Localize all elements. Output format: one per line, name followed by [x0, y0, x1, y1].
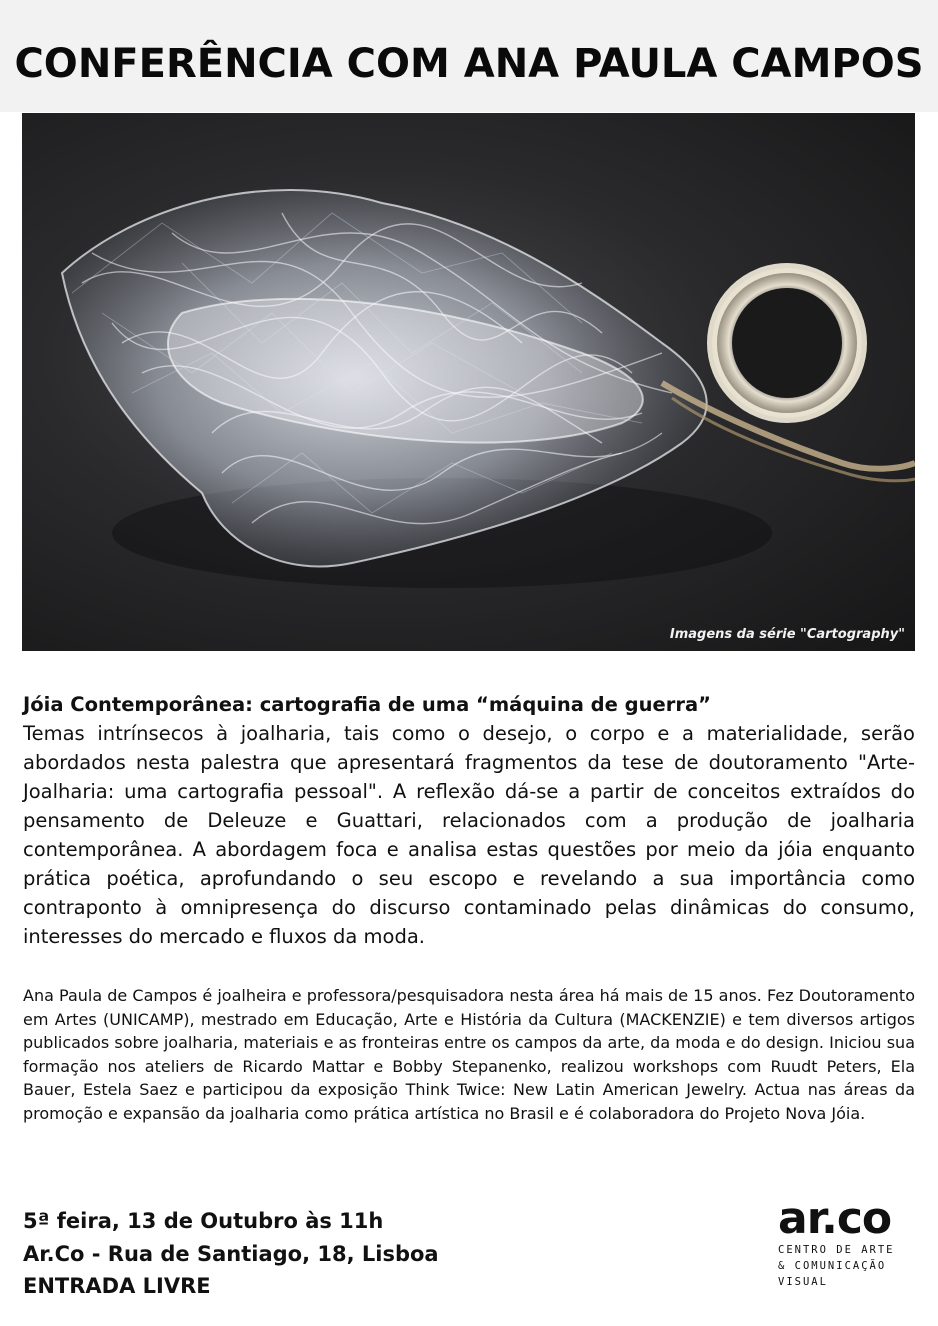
event-venue: Ar.Co - Rua de Santiago, 18, Lisboa: [23, 1241, 439, 1266]
logo-wordmark: ar.co: [778, 1193, 892, 1244]
logo-subtitle-line1: CENTRO DE ARTE: [778, 1244, 895, 1256]
arco-logo: [778, 1193, 918, 1290]
photo-caption: Imagens da série "Cartography": [669, 627, 905, 642]
event-date: 5ª feira, 13 de Outubro às 11h: [23, 1209, 384, 1233]
lecture-description: Temas intrínsecos à joalharia, tais como o desejo, o corpo e a materialidade, serão abordados nesta palestra que apresentará fragmentos da tese de doutoramento "Arte-Joalharia: uma cartografia pessoal". A reflexão dá-se a partir de conceitos extraídos do pensamento de Deleuze e Guattari, relacionados com a produção de joalharia contemporânea. A abordagem foca e analisa estas questões por meio da jóia enquanto prática poética, aprofundando o seu escopo e revelando a sua importância como contraponto à omnipresença do discurso contaminado pelas dinâmicas do consumo, interesses do mercado e fluxos da moda.: [23, 722, 915, 948]
logo-subtitle-line2: & COMUNICAÇÃO: [778, 1260, 887, 1272]
event-admission: ENTRADA LIVRE: [23, 1274, 211, 1298]
event-details: [23, 1205, 439, 1303]
page-title: CONFERÊNCIA COM ANA PAULA CAMPOS: [14, 41, 924, 87]
logo-subtitle-line3: VISUAL: [778, 1276, 828, 1288]
jewelry-sculpture-illustration: [22, 113, 915, 651]
speaker-biography: Ana Paula de Campos é joalheira e professora/pesquisadora nesta área há mais de 15 anos. Fez Doutoramento em Artes (UNICAMP), mestrado em Educação, Arte e História da Cultura (MACKENZIE) e tem diversos artigos publicados sobre joalharia, materiais e as fronteiras entre os campos da arte, da moda e do design. Iniciou sua formação nos ateliers de Ricardo Mattar e Bobby Stepanenko, realizou workshops com Ruudt Peters, Ela Bauer, Estela Saez e participou da exposição Think Twice: New Latin American Jewelry. Actua nas áreas da promoção e expansão da joalharia como prática artística no Brasil e é colaboradora do Projeto Nova Jóia.: [23, 986, 915, 1123]
cartography-photo: [22, 113, 915, 651]
lecture-title: Jóia Contemporânea: cartografia de uma “máquina de guerra”: [23, 693, 711, 716]
